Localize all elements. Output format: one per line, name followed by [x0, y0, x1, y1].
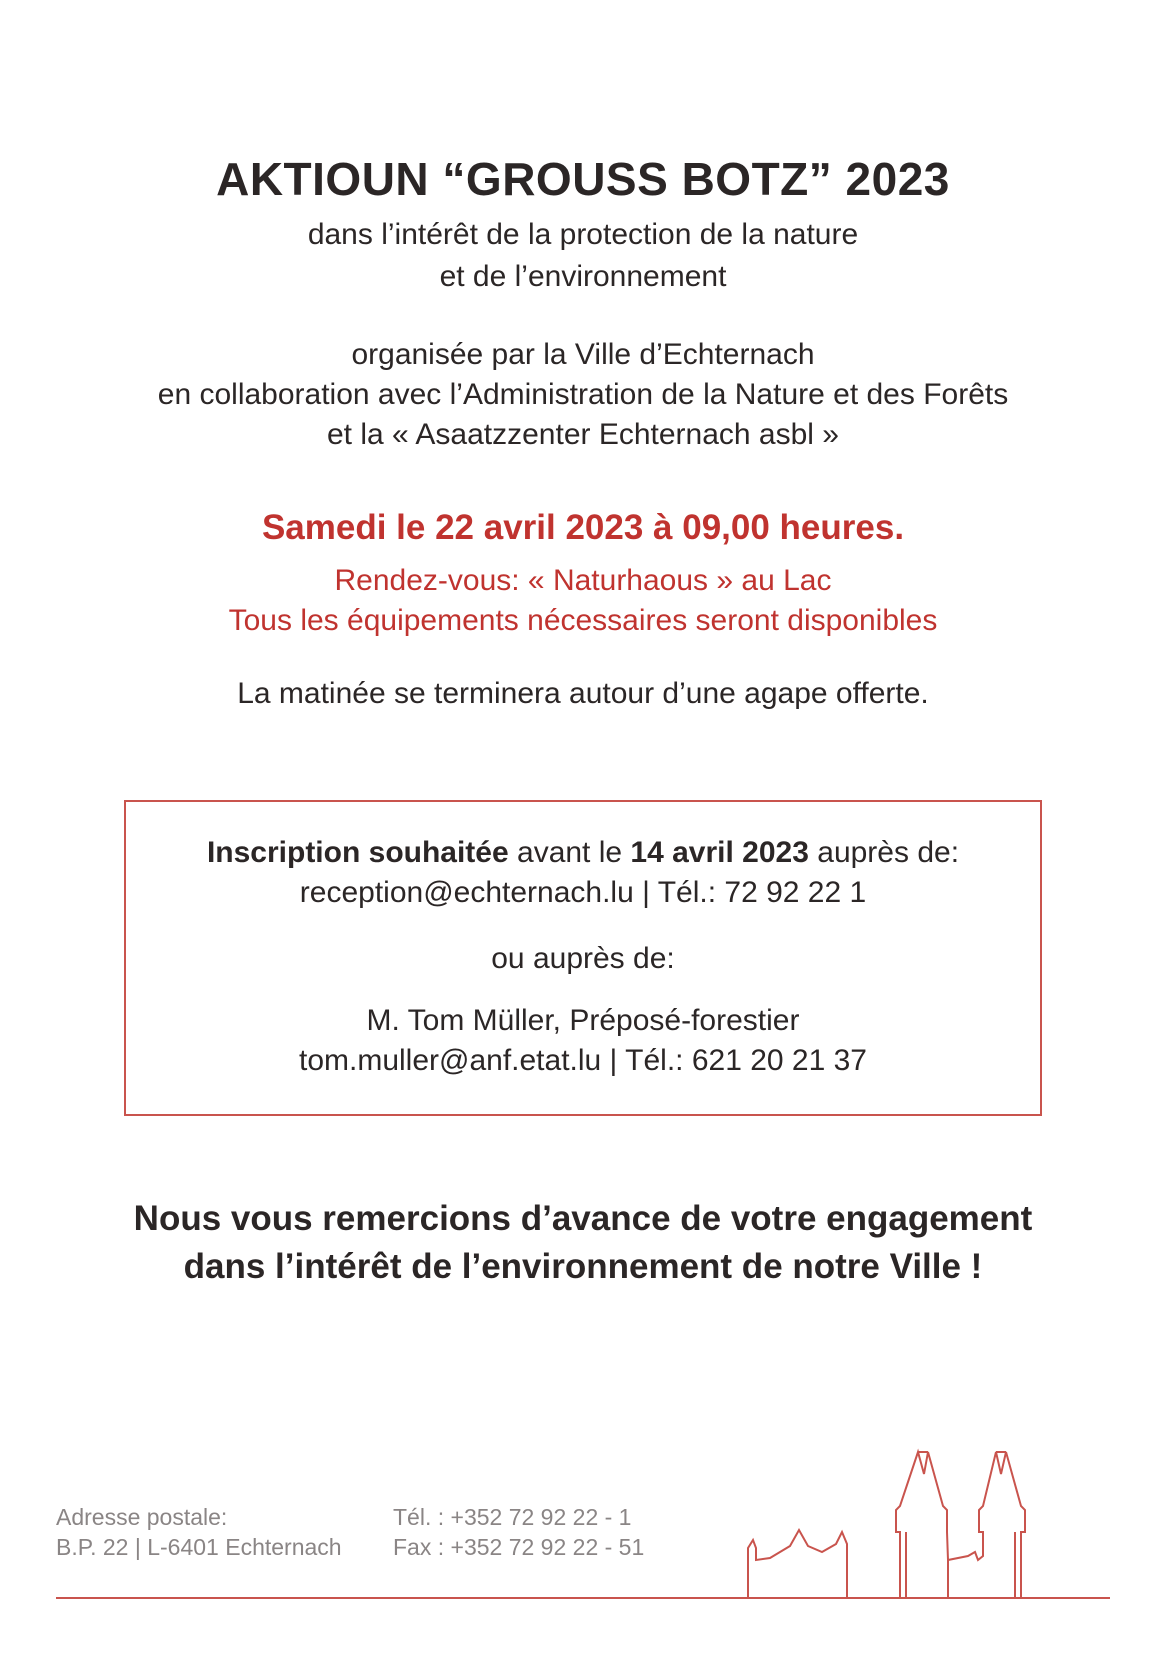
thanks-line-1: Nous vous remercions d’avance de votre engagement: [133, 1199, 1033, 1238]
registration-label: Inscription souhaitée: [206, 836, 509, 869]
registration-date: 14 avril 2023: [630, 836, 809, 869]
organiser-line-2: en collaboration avec l’Administration de la Nature et des Forêts: [157, 378, 1009, 411]
thanks-line-2: dans l’intérêt de l’environnement de notre Ville !: [183, 1247, 983, 1286]
page-title: AKTIOUN “GROUSS BOTZ” 2023: [216, 153, 950, 205]
footer-address-label: Adresse postale:: [56, 1504, 228, 1530]
registration-alt: ou auprès de:: [491, 942, 675, 975]
event-rendezvous: Rendez-vous: « Naturhaous » au Lac: [334, 564, 832, 597]
footer-fax: Fax : +352 72 92 22 - 51: [393, 1534, 645, 1560]
registration-label-end: auprès de:: [808, 836, 960, 869]
registration-label-mid: avant le: [508, 836, 631, 869]
subtitle-line-2: et de l’environnement: [439, 260, 727, 293]
event-agape: La matinée se terminera autour d’une agape offerte.: [237, 677, 929, 710]
registration-contact-1[interactable]: reception@echternach.lu | Tél.: 72 92 22 1: [299, 876, 867, 909]
footer-address-value: B.P. 22 | L-6401 Echternach: [56, 1534, 342, 1560]
registration-person: M. Tom Müller, Préposé-forestier: [366, 1004, 800, 1037]
organiser-line-1: organisée par la Ville d’Echternach: [351, 338, 815, 371]
registration-contact-2[interactable]: tom.muller@anf.etat.lu | Tél.: 621 20 21 37: [298, 1044, 867, 1077]
event-date: Samedi le 22 avril 2023 à 09,00 heures.: [261, 508, 905, 547]
organiser-line-3: et la « Asaatzzenter Echternach asbl »: [327, 418, 839, 451]
skyline-outline: [748, 1452, 1025, 1598]
footer-tel: Tél. : +352 72 92 22 - 1: [393, 1504, 632, 1530]
subtitle-line-1: dans l’intérêt de la protection de la nature: [307, 218, 859, 251]
event-equipment: Tous les équipements nécessaires seront disponibles: [228, 604, 938, 637]
